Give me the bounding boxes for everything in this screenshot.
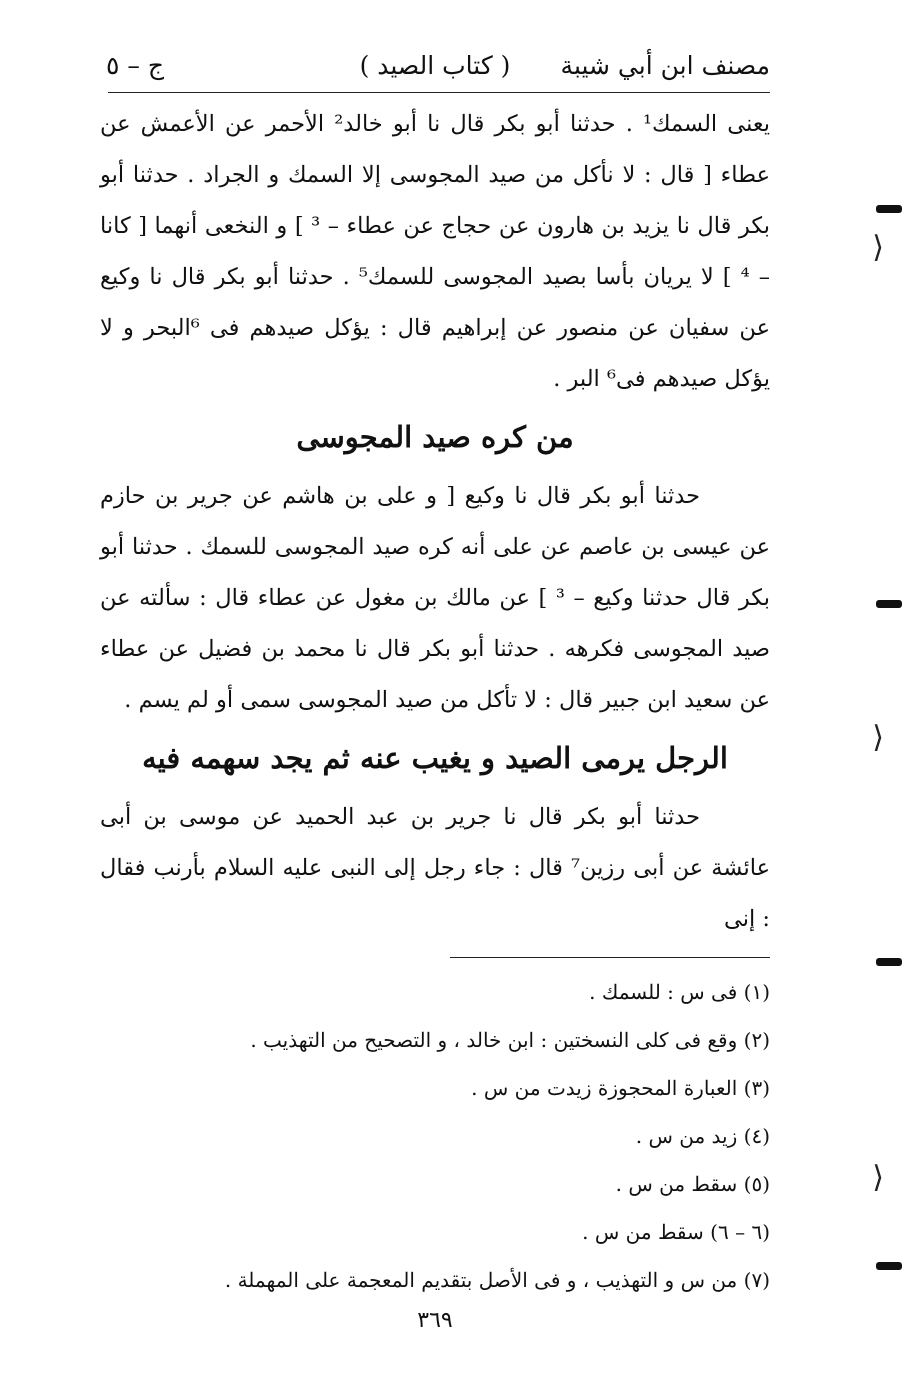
running-header: [100, 40, 770, 92]
footnotes-list: [100, 968, 770, 1304]
section-heading: الرجل يرمى الصيد و يغيب عنه ثم يجد سهمه فيه: [142, 741, 728, 775]
scan-edge-mark: [876, 600, 902, 608]
section-heading: من كره صيد المجوسى: [296, 420, 574, 454]
body-paragraph: يعنى السمك¹ . حدثنا أبو بكر قال نا أبو خالد² الأحمر عن الأعمش عن عطاء [ قال : لا نأكل من صيد المجوسى إلا السمك و الجراد . حدثنا أبو بكر قال نا يزيد بن هارون عن حجاج عن عطاء – ³ ] و النخعى أنهما [ كانا – ⁴ ] لا يريان بأسا بصيد المجوسى للسمك⁵ . حدثنا أبو بكر قال نا وكيع عن سفيان عن منصور عن إبراهيم قال : يؤكل صيدهم فى ⁶البحر و لا يؤكل صيدهم فى⁶ البر .: [100, 111, 771, 392]
body-paragraph: حدثنا أبو بكر قال نا وكيع [ و على بن هاشم عن جرير بن حازم عن عيسى بن عاصم عن على أنه كره صيد المجوسى للسمك . حدثنا أبو بكر قال حدثنا وكيع – ³ ] عن مالك بن مغول عن عطاء قال : سألته عن صيد المجوسى فكرهه . حدثنا أبو بكر قال نا محمد بن فضيل عن عطاء عن سعيد ابن جبير قال : لا تأكل من صيد المجوسى سمى أو لم يسم .: [100, 483, 770, 713]
scan-edge-mark: [876, 205, 902, 213]
page-number: ٣٦٩: [417, 1308, 453, 1333]
footnote-item: (٣) العبارة المحجوزة زيدت من س .: [471, 1076, 770, 1100]
footnote-divider: [450, 957, 770, 958]
header-title: مصنف ابن أبي شيبة: [560, 51, 770, 80]
header-volume: ج – ٥: [106, 51, 164, 80]
footnote-item: (٦ – ٦) سقط من س .: [582, 1220, 770, 1244]
footnote-item: (٢) وقع فى كلى النسختين : ابن خالد ، و التصحيح من التهذيب .: [250, 1028, 770, 1052]
footnote-item: (٧) من س و التهذيب ، و فى الأصل بتقديم المعجمة على المهملة .: [224, 1268, 770, 1292]
scan-bracket-icon: ⟩: [872, 230, 884, 265]
scan-bracket-icon: ⟩: [872, 720, 884, 755]
footnote-item: (٥) سقط من س .: [615, 1172, 770, 1196]
header-book-name: ( كتاب الصيد ): [359, 51, 511, 80]
header-divider: [108, 92, 770, 93]
scan-edge-mark: [876, 958, 902, 966]
book-page: [100, 40, 770, 1333]
footnote-item: (١) فى س : للسمك .: [589, 980, 770, 1004]
body-paragraph: حدثنا أبو بكر قال نا جرير بن عبد الحميد عن موسى بن أبى عائشة عن أبى رزين⁷ قال : جاء رجل إلى النبى عليه السلام بأرنب فقال : إنى: [100, 804, 770, 932]
scan-bracket-icon: ⟩: [872, 1160, 884, 1195]
footnote-item: (٤) زيد من س .: [635, 1124, 770, 1148]
scan-edge-mark: [876, 1262, 902, 1270]
